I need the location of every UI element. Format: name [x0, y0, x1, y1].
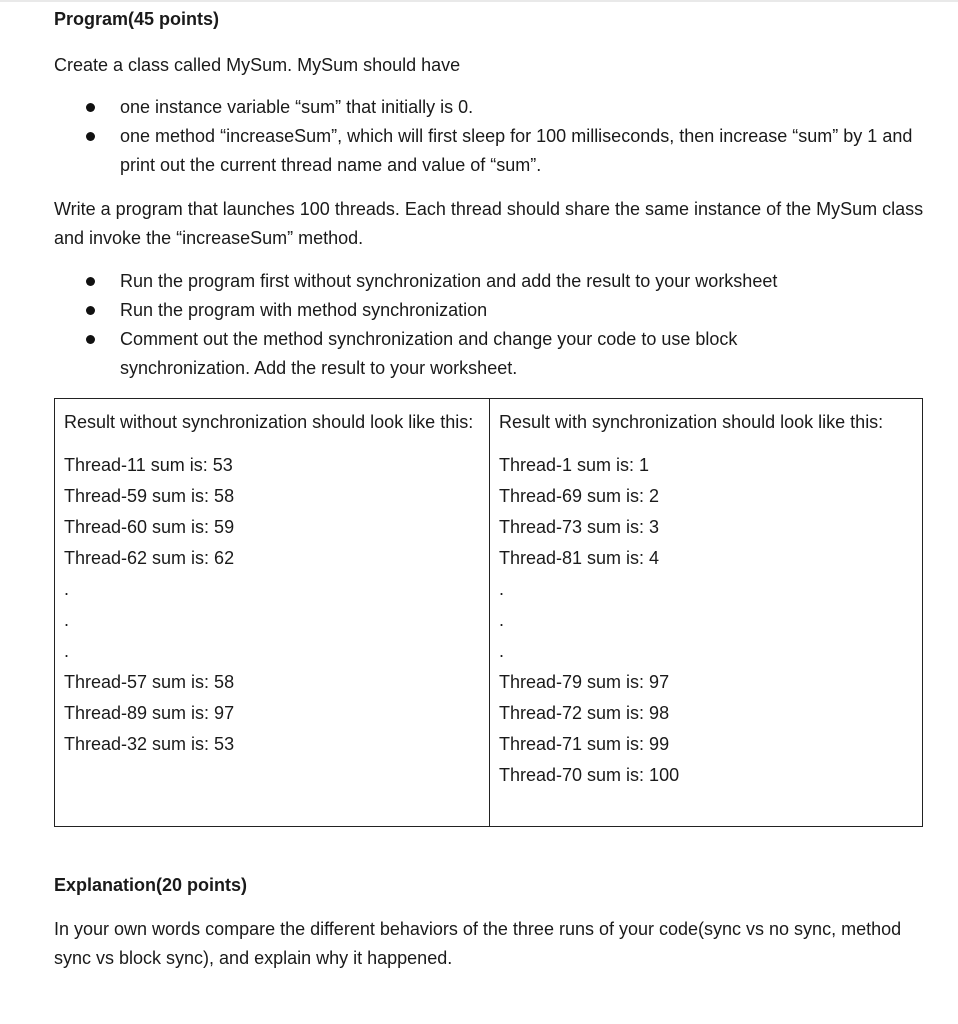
- no-sync-output: [64, 450, 489, 760]
- ellipsis-dot: .: [499, 579, 505, 599]
- output-line: Thread-59 sum is: 58: [64, 486, 235, 506]
- output-line: Thread-62 sum is: 62: [64, 548, 235, 568]
- no-sync-header: Result without synchronization should look like this:: [64, 412, 474, 432]
- task-bullet-3: Comment out the method synchronization and change your code to use block synchronization. Add the result to your worksheet.: [54, 325, 914, 383]
- output-line: Thread-89 sum is: 97: [64, 703, 235, 723]
- sync-header: Result with synchronization should look like this:: [499, 412, 884, 432]
- bullet-dot-icon: [86, 306, 95, 315]
- ellipsis-dot: .: [64, 579, 70, 599]
- output-line: Thread-11 sum is: 53: [64, 455, 233, 475]
- ellipsis-dot: .: [499, 610, 505, 630]
- task-bullet-1: Run the program first without synchronization and add the result to your worksheet: [54, 267, 914, 296]
- output-line: Thread-1 sum is: 1: [499, 455, 650, 475]
- task-steps-list: [54, 267, 914, 383]
- bullet-dot-icon: [86, 335, 95, 344]
- output-line: Thread-60 sum is: 59: [64, 517, 235, 537]
- program-heading: Program(45 points): [54, 9, 220, 29]
- output-line: Thread-71 sum is: 99: [499, 734, 670, 754]
- output-line: Thread-70 sum is: 100: [499, 765, 680, 785]
- class-requirements-list: [54, 93, 914, 180]
- bullet-dot-icon: [86, 277, 95, 286]
- output-line: Thread-57 sum is: 58: [64, 672, 235, 692]
- bullet-dot-icon: [86, 132, 95, 141]
- class-bullet-2: one method “increaseSum”, which will first sleep for 100 milliseconds, then increase “sum” by 1 and print out the current thread name and value of “sum”.: [54, 122, 914, 180]
- sync-output: [499, 450, 922, 791]
- ellipsis-dot: .: [64, 641, 70, 661]
- bullet-dot-icon: [86, 103, 95, 112]
- class-bullet-1: one instance variable “sum” that initially is 0.: [54, 93, 914, 122]
- explanation-text: In your own words compare the different behaviors of the three runs of your code(sync vs no sync, method sync vs block sync), and explain why it happened.: [54, 919, 902, 968]
- no-sync-column: [55, 399, 490, 826]
- output-line: Thread-79 sum is: 97: [499, 672, 670, 692]
- output-line: Thread-69 sum is: 2: [499, 486, 660, 506]
- output-line: Thread-73 sum is: 3: [499, 517, 660, 537]
- sync-column: [490, 399, 922, 826]
- program-task: Write a program that launches 100 threads. Each thread should share the same instance of the MySum class and invoke the “increaseSum” method.: [54, 199, 924, 248]
- program-intro: Create a class called MySum. MySum should have: [54, 55, 461, 75]
- output-line: Thread-32 sum is: 53: [64, 734, 235, 754]
- ellipsis-dot: .: [64, 610, 70, 630]
- top-border: [0, 0, 958, 2]
- output-line: Thread-72 sum is: 98: [499, 703, 670, 723]
- ellipsis-dot: .: [499, 641, 505, 661]
- explanation-heading: Explanation(20 points): [54, 875, 248, 895]
- results-table: [54, 398, 923, 827]
- output-line: Thread-81 sum is: 4: [499, 548, 660, 568]
- task-bullet-2: Run the program with method synchronization: [54, 296, 914, 325]
